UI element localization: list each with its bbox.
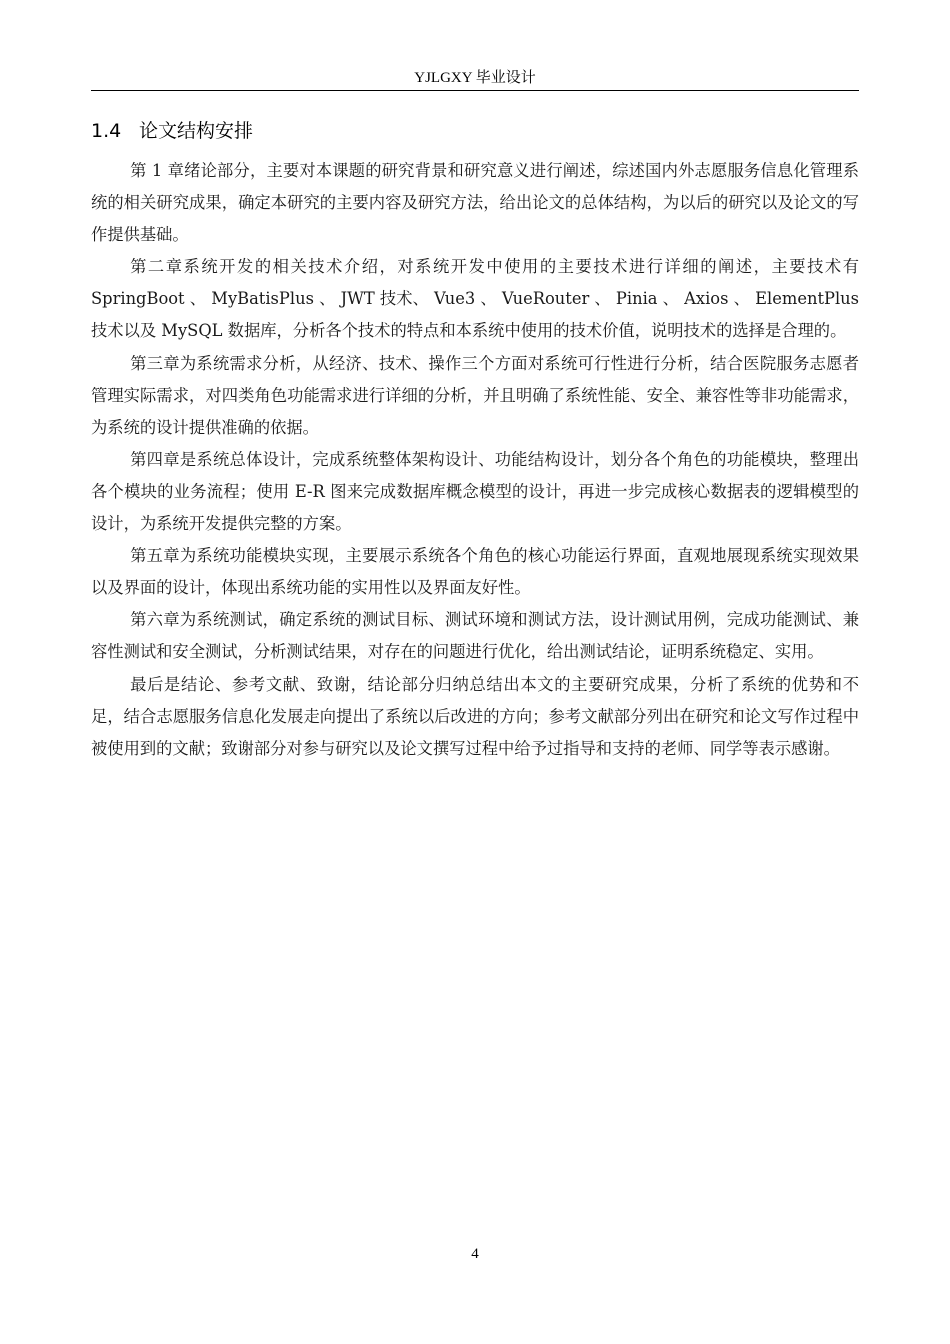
paragraph-chapter-5: 第五章为系统功能模块实现，主要展示系统各个角色的核心功能运行界面，直观地展现系统实现效果以及界面的设计，体现出系统功能的实用性以及界面友好性。 (91, 546, 859, 598)
section-heading (91, 117, 253, 145)
body-text (91, 155, 859, 765)
page-number: 4 (471, 1246, 479, 1262)
paragraph-chapter-4: 第四章是系统总体设计，完成系统整体架构设计、功能结构设计，划分各个角色的功能模块，整理出各个模块的业务流程；使用 E-R 图来完成数据库概念模型的设计，再进一步完成核心数据表的逻辑模型的设计，为系统开发提供完整的方案。 (91, 449, 859, 534)
page-header: YJLGXY 毕业设计 (414, 70, 536, 86)
paragraph-chapter-6: 第六章为系统测试，确定系统的测试目标、测试环境和测试方法，设计测试用例，完成功能测试、兼容性测试和安全测试，分析测试结果，对存在的问题进行优化，给出测试结论，证明系统稳定、实用。 (91, 610, 859, 662)
paragraph-conclusion: 最后是结论、参考文献、致谢，结论部分归纳总结出本文的主要研究成果，分析了系统的优势和不足，结合志愿服务信息化发展走向提出了系统以后改进的方向；参考文献部分列出在研究和论文写作过程中被使用到的文献；致谢部分对参与研究以及论文撰写过程中给予过指导和支持的老师、同学等表示感谢。 (91, 674, 859, 758)
paragraph-chapter-1: 第 1 章绪论部分，主要对本课题的研究背景和研究意义进行阐述，综述国内外志愿服务信息化管理系统的相关研究成果，确定本研究的主要内容及研究方法，给出论文的总体结构，为以后的研究以及论文的写作提供基础。 (91, 161, 859, 245)
paragraph-chapter-2: 第二章系统开发的相关技术介绍，对系统开发中使用的主要技术进行详细的阐述，主要技术有 SpringBoot 、 MyBatisPlus 、 JWT 技术、 Vue3 、 VueRouter 、 Pinia 、 Axios 、 ElementPlus 技术以及 MySQL 数据库，分析各个技术的特点和本系统中使用的技术价值，说明技术的选择是合理的。 (91, 257, 859, 341)
header-divider (91, 90, 859, 91)
section-title: 论文结构安排 (139, 120, 254, 142)
paragraph-chapter-3: 第三章为系统需求分析，从经济、技术、操作三个方面对系统可行性进行分析，结合医院服务志愿者管理实际需求，对四类角色功能需求进行详细的分析，并且明确了系统性能、安全、兼容性等非功能需求，为系统的设计提供准确的依据。 (91, 353, 859, 437)
section-number: 1.4 (91, 120, 122, 142)
